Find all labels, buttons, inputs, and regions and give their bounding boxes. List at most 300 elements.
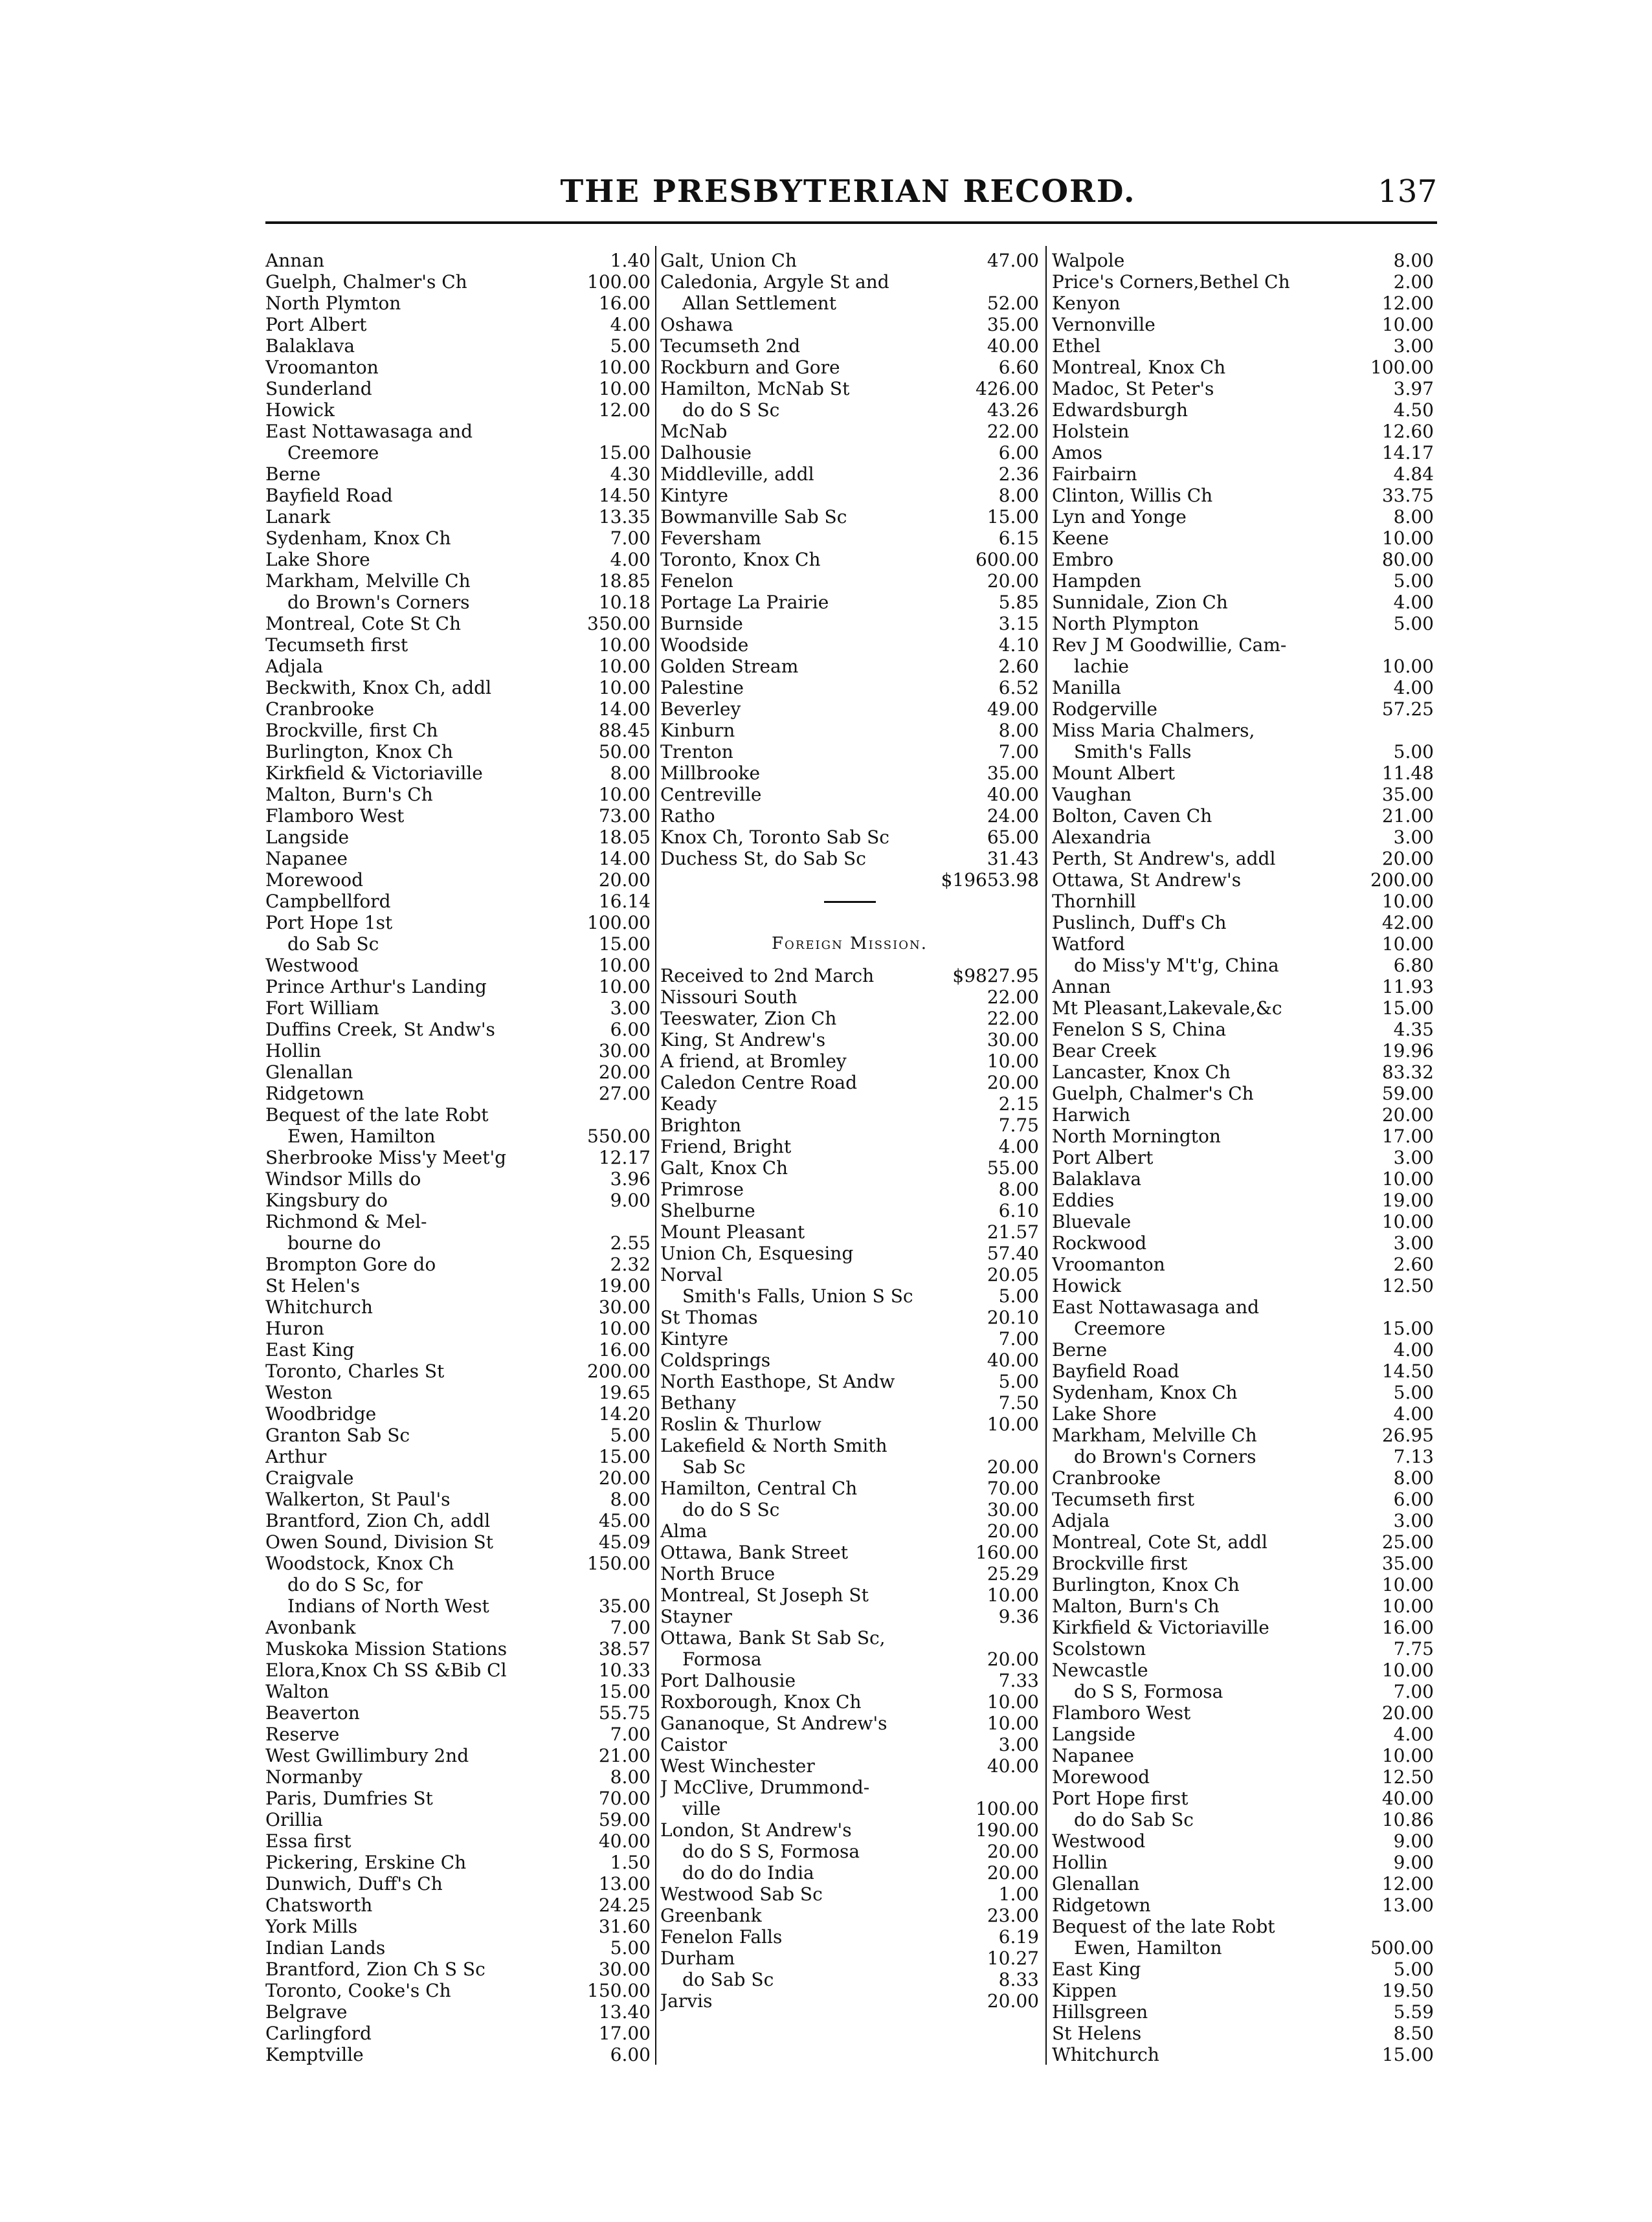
entry-name: Bequest of the late Robt (1052, 1916, 1275, 1937)
entry-name: Durham (660, 1948, 735, 1969)
entry-amount: 9.00 (1393, 1852, 1434, 1873)
entry-amount: 10.00 (1381, 1574, 1434, 1595)
entry-name: Balaklava (265, 335, 355, 357)
ledger-entry (265, 485, 651, 506)
ledger-entry (1052, 335, 1434, 357)
entry-amount: 35.00 (1381, 1553, 1434, 1574)
entry-amount: 15.00 (598, 933, 651, 955)
ledger-entry (265, 1061, 651, 1083)
entry-name: Roxborough, Knox Ch (660, 1691, 862, 1713)
entry-name: do do S Sc (682, 1499, 780, 1520)
entry-amount: 7.00 (610, 1617, 651, 1638)
entry-name: Hamilton, McNab St (660, 378, 850, 399)
entry-amount: 12.00 (1381, 1873, 1434, 1894)
entry-amount: 2.15 (998, 1093, 1039, 1115)
ledger-entry (1052, 1766, 1434, 1788)
ledger-entry (660, 1883, 1039, 1905)
ledger-entry (265, 677, 651, 698)
ledger-entry (1052, 1531, 1434, 1553)
ledger-entry (660, 634, 1039, 656)
ledger-entry (1052, 2044, 1434, 2065)
entry-name: Edwardsburgh (1052, 399, 1188, 421)
entry-name: Ridgetown (265, 1083, 364, 1104)
entry-amount: 24.00 (987, 805, 1039, 827)
entry-amount: 18.85 (598, 570, 651, 592)
entry-name: Kintyre (660, 1328, 728, 1350)
entry-amount: 8.00 (610, 762, 651, 784)
entry-amount: 7.75 (998, 1115, 1039, 1136)
entry-name: Smith's Falls, Union S Sc (682, 1285, 913, 1307)
ledger-entry (660, 1221, 1039, 1243)
entry-name: Toronto, Cooke's Ch (265, 1980, 451, 2001)
entry-name: Burnside (660, 613, 743, 634)
ledger-entry (660, 741, 1039, 762)
entry-name: Creemore (1074, 1318, 1166, 1339)
ledger-entry (1052, 1916, 1434, 1937)
entry-amount: 35.00 (598, 1595, 651, 1617)
entry-name: Bear Creek (1052, 1040, 1157, 1061)
entry-amount: 30.00 (987, 1499, 1039, 1520)
entry-name: Alma (660, 1520, 708, 1542)
ledger-entry (1052, 784, 1434, 805)
ledger-entry (265, 1660, 651, 1681)
ledger-entry (265, 357, 651, 378)
entry-name: Greenbank (660, 1905, 762, 1926)
ledger-entry (265, 762, 651, 784)
entry-name: Hollin (1052, 1852, 1108, 1873)
entry-amount: 10.00 (987, 1414, 1039, 1435)
entry-name: Watford (1052, 933, 1125, 955)
ledger-entry (265, 891, 651, 912)
ledger-entry (265, 1190, 651, 1211)
entry-name: Windsor Mills do (265, 1168, 421, 1190)
entry-name: Rev J M Goodwillie, Cam- (1052, 634, 1287, 656)
entry-name: Port Dalhousie (660, 1670, 796, 1691)
ledger-entry (1052, 1232, 1434, 1254)
entry-amount: 3.97 (1393, 378, 1434, 399)
entry-name: Oshawa (660, 314, 733, 335)
ledger-entry (1052, 613, 1434, 634)
column-2 (660, 250, 1039, 2069)
entry-amount: 20.00 (598, 1467, 651, 1489)
entry-amount: 6.52 (998, 677, 1039, 698)
entry-amount: 200.00 (587, 1361, 651, 1382)
entry-name: East Nottawasaga and (265, 421, 473, 442)
entry-amount: 15.00 (1381, 1318, 1434, 1339)
entry-name: Toronto, Charles St (265, 1361, 445, 1382)
entry-amount: 73.00 (598, 805, 651, 827)
ledger-entry (660, 1670, 1039, 1691)
entry-amount: 9.00 (610, 1190, 651, 1211)
entry-amount: 100.00 (976, 1798, 1039, 1819)
ledger-entry (1052, 1788, 1434, 1809)
entry-name: Dalhousie (660, 442, 752, 463)
entry-amount: 350.00 (587, 613, 651, 634)
entry-amount: 14.00 (598, 848, 651, 869)
entry-amount: 10.86 (1381, 1809, 1434, 1830)
entry-amount: 20.00 (987, 1649, 1039, 1670)
ledger-entry (660, 1584, 1039, 1606)
entry-amount: 52.00 (987, 293, 1039, 314)
entry-name: Middleville, addl (660, 463, 814, 485)
entry-amount: 20.05 (987, 1264, 1039, 1285)
entry-name: Vroomanton (1052, 1254, 1165, 1275)
entry-name: Creemore (287, 442, 379, 463)
entry-amount: 5.00 (610, 1937, 651, 1959)
page-header-title: THE PRESBYTERIAN RECORD. (560, 173, 1136, 210)
ledger-entry (1052, 827, 1434, 848)
entry-name: Beckwith, Knox Ch, addl (265, 677, 492, 698)
entry-name: Berne (265, 463, 321, 485)
entry-amount: 19.00 (598, 1275, 651, 1296)
ledger-entry (660, 1050, 1039, 1072)
ledger-entry (1052, 1446, 1434, 1467)
entry-name: Lake Shore (1052, 1403, 1157, 1425)
entry-name: Pickering, Erskine Ch (265, 1852, 467, 1873)
entry-amount: 40.00 (1381, 1788, 1434, 1809)
ledger-entry (1052, 869, 1434, 891)
ledger-entry (265, 570, 651, 592)
entry-amount: 6.00 (610, 1019, 651, 1040)
entry-name: Annan (1052, 976, 1111, 997)
ledger-entry (265, 1382, 651, 1403)
ledger-entry (1052, 912, 1434, 933)
entry-name: East King (1052, 1959, 1141, 1980)
entry-amount: 190.00 (976, 1819, 1039, 1841)
entry-name: do do S S, Formosa (682, 1841, 860, 1862)
entry-name: Craigvale (265, 1467, 354, 1489)
ledger-entry (660, 1115, 1039, 1136)
ledger-entry (265, 1745, 651, 1766)
entry-name: Mount Pleasant (660, 1221, 805, 1243)
entry-amount: 10.00 (598, 634, 651, 656)
entry-amount: 12.00 (598, 399, 651, 421)
ledger-entry (265, 1403, 651, 1425)
entry-name: Ottawa, St Andrew's (1052, 869, 1242, 891)
entry-amount: 45.00 (598, 1510, 651, 1531)
entry-amount: 10.00 (1381, 933, 1434, 955)
ledger-entry (1052, 976, 1434, 997)
entry-name: Muskoka Mission Stations (265, 1638, 508, 1660)
entry-name: Morewood (1052, 1766, 1150, 1788)
entry-name: Malton, Burn's Ch (1052, 1595, 1220, 1617)
ledger-entry (1052, 463, 1434, 485)
ledger-entry (660, 335, 1039, 357)
entry-name: Embro (1052, 549, 1114, 570)
entry-name: St Helen's (265, 1275, 360, 1296)
ledger-entry (660, 1072, 1039, 1093)
entry-amount: 30.00 (598, 1959, 651, 1980)
entry-name: Coldsprings (660, 1350, 771, 1371)
entry-amount: 10.00 (598, 677, 651, 698)
entry-amount: 5.00 (610, 335, 651, 357)
entry-name: Rockburn and Gore (660, 357, 840, 378)
entry-amount: 5.00 (610, 1425, 651, 1446)
ledger-entry (1052, 592, 1434, 613)
entry-amount: 59.00 (1381, 1083, 1434, 1104)
ledger-entry (1052, 848, 1434, 869)
ledger-entry (265, 250, 651, 271)
entry-amount: 21.57 (987, 1221, 1039, 1243)
ledger-entry (660, 1008, 1039, 1029)
ledger-entry (265, 1147, 651, 1168)
entry-name: Huron (265, 1318, 324, 1339)
entry-amount: 3.00 (1393, 1147, 1434, 1168)
entry-amount: 100.00 (587, 271, 651, 293)
entry-name: Kirkfield & Victoriaville (1052, 1617, 1269, 1638)
ledger-entry (265, 656, 651, 677)
ledger-entry (265, 805, 651, 827)
ledger-entry (660, 1307, 1039, 1328)
ledger-entry (265, 1168, 651, 1190)
ledger-entry (1052, 1190, 1434, 1211)
entry-amount: 4.00 (1393, 1724, 1434, 1745)
ledger-entry (660, 1926, 1039, 1948)
entry-name: J McClive, Drummond- (660, 1777, 870, 1798)
entry-amount: 10.00 (987, 1584, 1039, 1606)
entry-amount: 27.00 (598, 1083, 651, 1104)
entry-amount: 150.00 (587, 1553, 651, 1574)
entry-name: North Plympton (1052, 613, 1200, 634)
ledger-entry (1052, 399, 1434, 421)
entry-name: Kinburn (660, 720, 735, 741)
entry-amount: 10.00 (598, 955, 651, 976)
entry-name: Brantford, Zion Ch S Sc (265, 1959, 486, 1980)
entry-name: Reserve (265, 1724, 340, 1745)
entry-name: Adjala (1052, 1510, 1110, 1531)
ledger-entry (265, 314, 651, 335)
ledger-entry (265, 549, 651, 570)
ledger-entry (660, 656, 1039, 677)
ledger-entry (1052, 1574, 1434, 1595)
entry-amount: 59.00 (598, 1809, 651, 1830)
entry-amount: 3.00 (1393, 827, 1434, 848)
ledger-entry (1052, 1980, 1434, 2001)
entry-amount: 4.00 (1393, 1339, 1434, 1361)
entry-name: Guelph, Chalmer's Ch (1052, 1083, 1254, 1104)
ledger-entry (1052, 250, 1434, 271)
ledger-entry (660, 805, 1039, 827)
ledger-entry (265, 1595, 651, 1617)
entry-amount: 33.75 (1381, 485, 1434, 506)
entry-amount: 3.00 (1393, 1232, 1434, 1254)
ledger-entry (660, 1755, 1039, 1777)
entry-name: Hampden (1052, 570, 1142, 592)
entry-name: Langside (265, 827, 350, 848)
ledger-entry (1052, 677, 1434, 698)
ledger-entry (660, 1285, 1039, 1307)
ledger-entry (660, 442, 1039, 463)
entry-name: Vernonville (1052, 314, 1155, 335)
entry-amount: 550.00 (587, 1126, 651, 1147)
ledger-entry (660, 1136, 1039, 1157)
entry-name: St Helens (1052, 2023, 1142, 2044)
entry-name: Guelph, Chalmer's Ch (265, 271, 467, 293)
entry-name: North Easthope, St Andw (660, 1371, 895, 1392)
entry-amount: 7.00 (998, 1328, 1039, 1350)
entry-amount: 10.00 (1381, 891, 1434, 912)
entry-amount: 31.60 (598, 1916, 651, 1937)
entry-amount: 5.85 (998, 592, 1039, 613)
entry-name: Caledonia, Argyle St and (660, 271, 889, 293)
entry-name: ville (682, 1798, 721, 1819)
ledger-entry (660, 986, 1039, 1008)
entry-name: Tecumseth 2nd (660, 335, 801, 357)
entry-amount: 6.60 (998, 357, 1039, 378)
ledger-entry (660, 314, 1039, 335)
ledger-entry (265, 912, 651, 933)
column-divider (1045, 246, 1047, 2065)
entry-name: Manilla (1052, 677, 1121, 698)
entry-name: Howick (1052, 1275, 1121, 1296)
entry-amount: 50.00 (598, 741, 651, 762)
ledger-entry (1052, 1638, 1434, 1660)
entry-name: Bayfield Road (265, 485, 393, 506)
entry-amount: 20.00 (1381, 848, 1434, 869)
ledger-entry (1052, 1681, 1434, 1702)
entry-amount: 26.95 (1381, 1425, 1434, 1446)
entry-amount: 7.00 (610, 528, 651, 549)
entry-name: Annan (265, 250, 325, 271)
entry-name: Montreal, Cote St, addl (1052, 1531, 1267, 1553)
entry-amount: 35.00 (987, 314, 1039, 335)
entry-name: Woodstock, Knox Ch (265, 1553, 454, 1574)
entry-amount: 13.00 (1381, 1894, 1434, 1916)
entry-amount: 10.18 (598, 592, 651, 613)
entry-amount: 600.00 (976, 549, 1039, 570)
entry-name: Feversham (660, 528, 761, 549)
ledger-entry (265, 1425, 651, 1446)
ledger-entry (1052, 1296, 1434, 1318)
ledger-entry (1052, 293, 1434, 314)
entry-name: Gananoque, St Andrew's (660, 1713, 887, 1734)
entry-name: Balaklava (1052, 1168, 1142, 1190)
ledger-entry (1052, 506, 1434, 528)
entry-name: Ethel (1052, 335, 1101, 357)
ledger-entry (660, 1093, 1039, 1115)
ledger-entry (265, 784, 651, 805)
entry-amount: 31.43 (987, 848, 1039, 869)
ledger-entry (660, 1243, 1039, 1264)
entry-name: Duffins Creek, St Andw's (265, 1019, 495, 1040)
entry-amount: 10.00 (598, 378, 651, 399)
ledger-entry (660, 1542, 1039, 1563)
ledger-entry (265, 1275, 651, 1296)
entry-amount: 8.00 (998, 485, 1039, 506)
entry-name: East Nottawasaga and (1052, 1296, 1260, 1318)
ledger-entry (660, 698, 1039, 720)
entry-amount: 3.00 (610, 997, 651, 1019)
entry-amount: 3.00 (998, 1734, 1039, 1755)
entry-amount: 10.00 (598, 976, 651, 997)
ledger-entry (660, 485, 1039, 506)
entry-name: Indians of North West (287, 1595, 489, 1617)
entry-name: Cranbrooke (265, 698, 375, 720)
entry-name: Sab Sc (682, 1456, 746, 1478)
entry-amount: 1.00 (998, 1883, 1039, 1905)
entry-amount: 2.60 (998, 656, 1039, 677)
entry-amount: 16.00 (598, 293, 651, 314)
entry-amount: 20.00 (598, 869, 651, 891)
ledger-entry (660, 378, 1039, 399)
entry-name: Walpole (1052, 250, 1125, 271)
entry-amount: 20.00 (1381, 1104, 1434, 1126)
entry-amount: 14.50 (598, 485, 651, 506)
ledger-entry (660, 1627, 1039, 1649)
entry-name: Galt, Knox Ch (660, 1157, 788, 1179)
entry-amount: 19.50 (1381, 1980, 1434, 2001)
entry-name: West Gwillimbury 2nd (265, 1745, 469, 1766)
entry-amount: 10.00 (1381, 528, 1434, 549)
ledger-entry (265, 1702, 651, 1724)
ledger-entry (660, 827, 1039, 848)
ledger-entry (660, 421, 1039, 442)
ledger-entry (1052, 1318, 1434, 1339)
entry-amount: 6.80 (1393, 955, 1434, 976)
entry-amount: 88.45 (598, 720, 651, 741)
entry-name: Campbellford (265, 891, 391, 912)
ledger-entry (265, 1339, 651, 1361)
entry-name: Malton, Burn's Ch (265, 784, 433, 805)
entry-amount: 35.00 (987, 762, 1039, 784)
entry-name: Glenallan (265, 1061, 353, 1083)
entry-amount: 1.50 (610, 1852, 651, 1873)
entry-amount: 20.00 (598, 1061, 651, 1083)
ledger-entry (265, 271, 651, 293)
entry-amount: 10.00 (1381, 314, 1434, 335)
entry-amount: 15.00 (598, 442, 651, 463)
entry-amount: 10.33 (598, 1660, 651, 1681)
entry-amount: 80.00 (1381, 549, 1434, 570)
ledger-entry (265, 1852, 651, 1873)
ledger-entry (1052, 1083, 1434, 1104)
entry-amount: 5.00 (1393, 613, 1434, 634)
ledger-entry (660, 1371, 1039, 1392)
entry-amount: 45.09 (598, 1531, 651, 1553)
entry-amount: 10.00 (1381, 1660, 1434, 1681)
entry-amount: 15.00 (1381, 2044, 1434, 2065)
entry-name: Lanark (265, 506, 331, 528)
ledger-entry (660, 506, 1039, 528)
entry-amount: 2.00 (1393, 271, 1434, 293)
entry-amount: 8.33 (998, 1969, 1039, 1990)
entry-amount: 22.00 (987, 421, 1039, 442)
ledger-entry (265, 378, 651, 399)
entry-amount: 21.00 (598, 1745, 651, 1766)
entry-name: Thornhill (1052, 891, 1136, 912)
entry-name: Newcastle (1052, 1660, 1148, 1681)
entry-amount: 13.35 (598, 506, 651, 528)
ledger-entry (265, 698, 651, 720)
entry-amount: 14.00 (598, 698, 651, 720)
entry-amount: 10.00 (1381, 1745, 1434, 1766)
ledger-entry (265, 1873, 651, 1894)
entry-name: Kemptville (265, 2044, 364, 2065)
ledger-entry (1052, 357, 1434, 378)
ledger-entry (660, 1392, 1039, 1414)
entry-name: Morewood (265, 869, 364, 891)
entry-amount: 19.65 (598, 1382, 651, 1403)
entry-amount: 38.57 (598, 1638, 651, 1660)
entry-name: do Brown's Corners (1074, 1446, 1256, 1467)
entry-name: Fenelon Falls (660, 1926, 783, 1948)
ledger-entry (265, 1040, 651, 1061)
entry-amount: 20.00 (987, 1841, 1039, 1862)
entry-name: Teeswater, Zion Ch (660, 1008, 837, 1029)
ledger-entry (1052, 1702, 1434, 1724)
ledger-entry (265, 399, 651, 421)
entry-name: Montreal, St Joseph St (660, 1584, 869, 1606)
